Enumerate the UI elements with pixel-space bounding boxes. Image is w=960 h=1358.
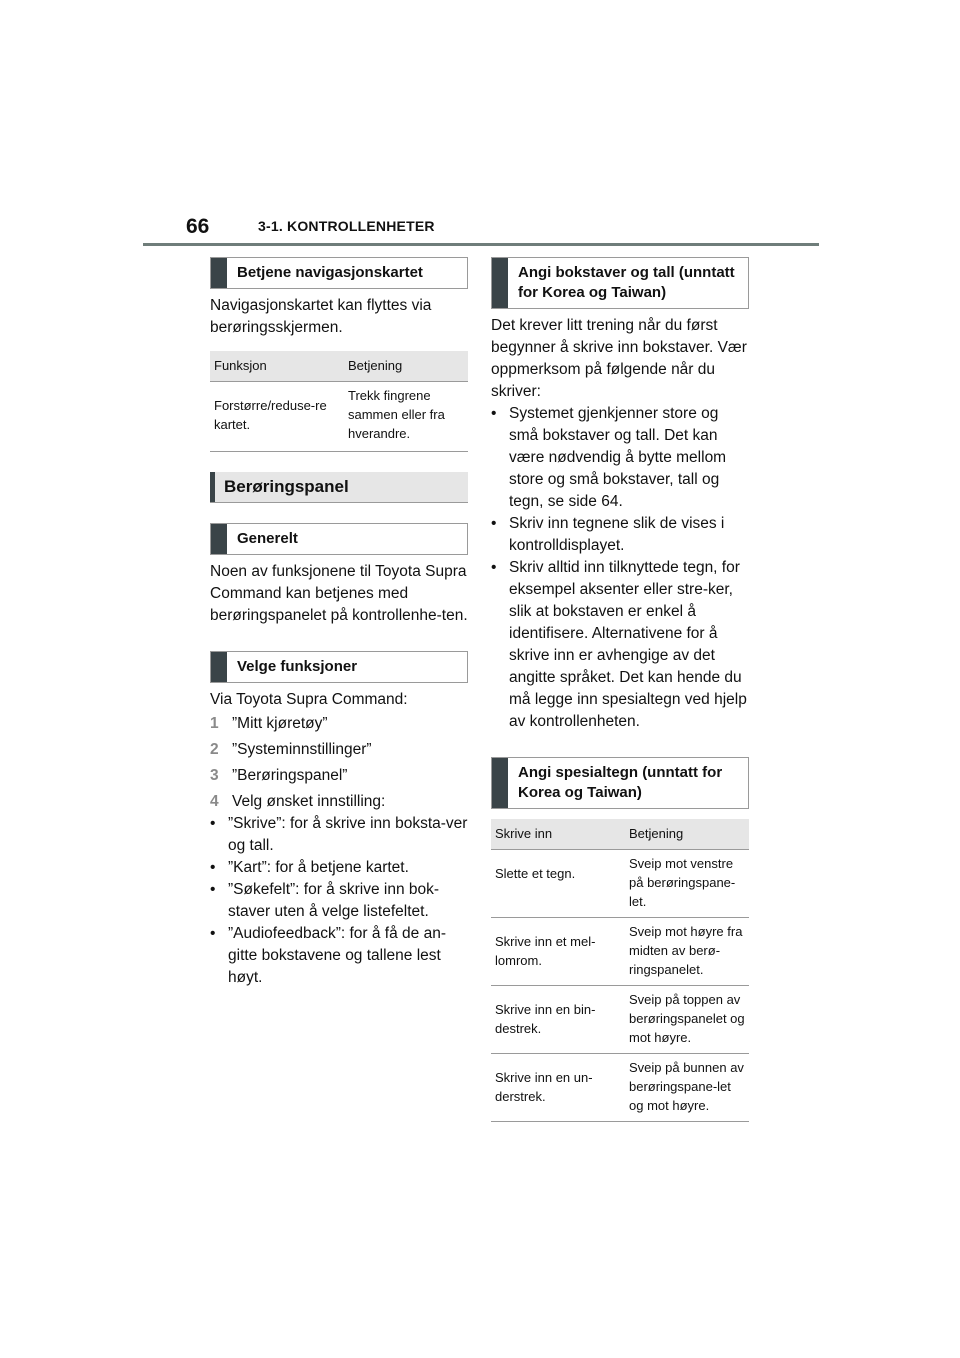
- heading-text: Betjene navigasjonskartet: [237, 264, 423, 281]
- list-item-text: ”Søkefelt”: for å skrive inn bok-staver uten å velge listefeltet.: [228, 881, 440, 920]
- left-column: [210, 257, 468, 989]
- bullet-icon: •: [491, 559, 497, 576]
- heading-marker: [492, 758, 508, 808]
- bullet-icon: •: [210, 881, 216, 898]
- step-number: 4: [210, 793, 219, 810]
- right-column: [491, 257, 749, 1122]
- heading-marker: [211, 258, 227, 288]
- step-item: [210, 739, 468, 761]
- step-number: 2: [210, 741, 219, 758]
- step-item: [210, 791, 468, 813]
- bullet-icon: •: [491, 515, 497, 532]
- table-row: [491, 1054, 749, 1122]
- heading-text: Generelt: [237, 530, 298, 547]
- step-number: 3: [210, 767, 219, 784]
- list-item-text: ”Skrive”: for å skrive inn boksta-ver og tall.: [228, 815, 468, 854]
- table-cell: Forstørre/reduse-re kartet.: [210, 382, 344, 452]
- page-number: 66: [186, 215, 210, 238]
- list-item: [491, 403, 749, 513]
- table-row: [210, 382, 468, 452]
- list-item: [210, 813, 468, 857]
- step-number: 1: [210, 715, 219, 732]
- list-item-text: Skriv alltid inn tilknyttede tegn, for eksempel aksenter eller stre-ker, slik at bokstaven er enkel å identifisere. Alternativene for å skrive inn er avhengige av det angitte språket. Det kan hende du må legge inn spesialtegn ved hjelp av kontrollenheten.: [509, 559, 747, 730]
- list-item: [210, 923, 468, 989]
- table-cell: Sveip mot høyre fra midten av berø-ringspanelet.: [625, 918, 749, 986]
- table-cell: Skrive inn et mel-lomrom.: [491, 918, 625, 986]
- step-item: [210, 765, 468, 787]
- navigation-map-text: Navigasjonskartet kan flyttes via berøringsskjermen.: [210, 297, 432, 336]
- section-heading-letters-numbers: [491, 257, 749, 309]
- table-header-operation: Betjening: [344, 351, 468, 382]
- step-text: Velg ønsket innstilling:: [232, 793, 386, 810]
- list-item: [491, 513, 749, 557]
- heading-text: Angi bokstaver og tall (unntatt for Korea og Taiwan): [518, 264, 735, 301]
- list-item-text: ”Audiofeedback”: for å få de an-gitte bokstavene og tallene lest høyt.: [228, 925, 446, 986]
- list-item: [210, 857, 468, 879]
- table-cell: Sveip mot venstre på berøringspane-let.: [625, 850, 749, 918]
- table-cell: Sveip på toppen av berøringspanelet og mot høyre.: [625, 986, 749, 1054]
- table-cell: Slette et tegn.: [491, 850, 625, 918]
- map-function-table: [210, 351, 468, 452]
- bullet-icon: •: [210, 925, 216, 942]
- section-heading-touchpad: [210, 472, 468, 503]
- general-text: Noen av funksjonene til Toyota Supra Command kan betjenes med berøringspanelet på kontrollenhe-ten.: [210, 563, 468, 624]
- select-functions-intro: Via Toyota Supra Command:: [210, 691, 408, 708]
- header-divider: [143, 243, 819, 246]
- special-characters-table: [491, 819, 749, 1122]
- list-item-text: Skriv inn tegnene slik de vises i kontrolldisplayet.: [509, 515, 725, 554]
- heading-marker: [211, 524, 227, 554]
- bullet-icon: •: [210, 815, 216, 832]
- heading-text: Berøringspanel: [224, 477, 349, 496]
- step-item: [210, 713, 468, 735]
- table-header-input: Skrive inn: [491, 819, 625, 850]
- heading-marker: [210, 472, 215, 502]
- table-row: [491, 918, 749, 986]
- section-heading-select-functions: [210, 651, 468, 683]
- table-cell: Trekk fingrene sammen eller fra hverandre.: [344, 382, 468, 452]
- list-item-text: Systemet gjenkjenner store og små bokstaver og tall. Det kan være nødvendig å bytte mellom store og små bokstaver, tall og tegn, se side 64.: [509, 405, 727, 510]
- section-heading-general: [210, 523, 468, 555]
- heading-marker: [492, 258, 508, 308]
- table-cell: Skrive inn en un-derstrek.: [491, 1054, 625, 1122]
- bullet-icon: •: [491, 405, 497, 422]
- section-heading-special-characters: [491, 757, 749, 809]
- step-text: ”Mitt kjøretøy”: [232, 715, 328, 732]
- list-item: [491, 557, 749, 733]
- chapter-title: 3-1. KONTROLLENHETER: [258, 218, 435, 234]
- heading-text: Angi spesialtegn (unntatt for Korea og Taiwan): [518, 764, 723, 801]
- table-cell: Skrive inn en bin-destrek.: [491, 986, 625, 1054]
- section-heading-navigation-map: [210, 257, 468, 289]
- heading-marker: [211, 652, 227, 682]
- step-text: ”Berøringspanel”: [232, 767, 348, 784]
- list-item: [210, 879, 468, 923]
- table-header-operation: Betjening: [625, 819, 749, 850]
- heading-text: Velge funksjoner: [237, 658, 358, 675]
- table-cell: Sveip på bunnen av berøringspane-let og mot høyre.: [625, 1054, 749, 1122]
- list-item-text: ”Kart”: for å betjene kartet.: [228, 859, 409, 876]
- table-header-function: Funksjon: [210, 351, 344, 382]
- letters-numbers-text: Det krever litt trening når du først begynner å skrive inn bokstaver. Vær oppmerksom på følgende når du skriver:: [491, 317, 747, 400]
- step-text: ”Systeminnstillinger”: [232, 741, 372, 758]
- table-row: [491, 850, 749, 918]
- table-row: [491, 986, 749, 1054]
- bullet-icon: •: [210, 859, 216, 876]
